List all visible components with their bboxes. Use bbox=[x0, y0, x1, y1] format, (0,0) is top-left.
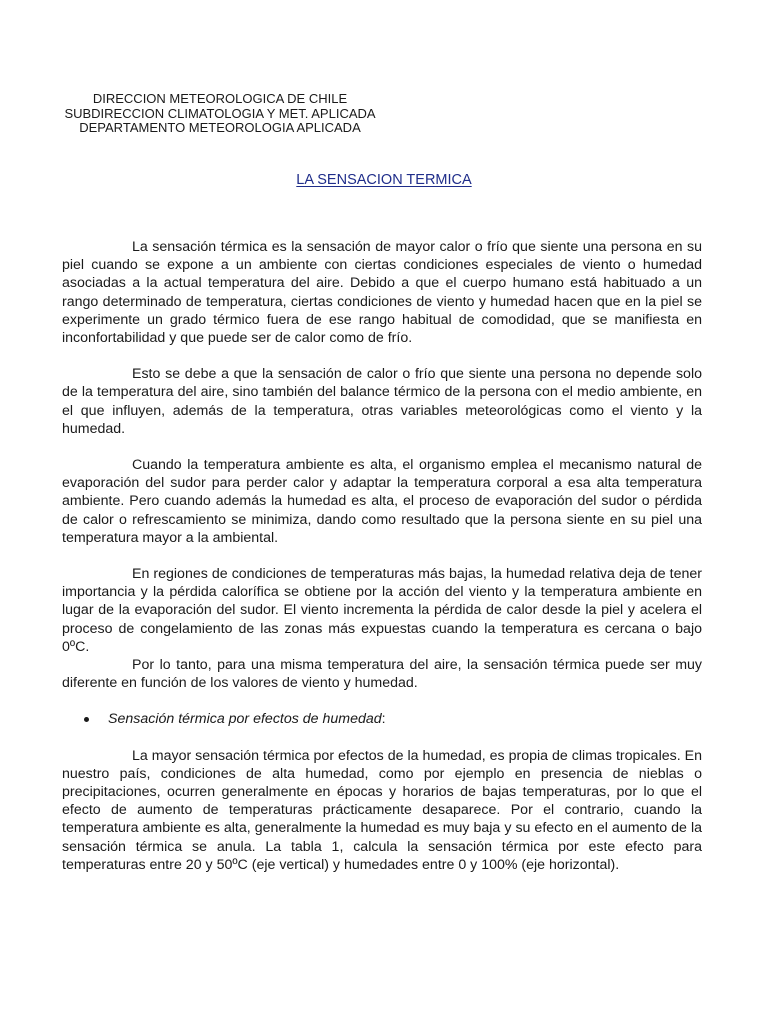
header-line-3: DEPARTAMENTO METEOROLOGIA APLICADA bbox=[79, 120, 361, 135]
paragraph-humidity: La mayor sensación térmica por efectos de la humedad, es propia de climas tropicales. En nuestro país, condiciones de alta humedad, como por ejemplo en presencia de nieblas o precipitaciones, ocurren generalmente en épocas y horarios de bajas temperaturas, por lo que el efecto de aumento de temperaturas prácticamente desaparece. Por el contrario, cuando la temperatura ambiente es alta, generalmente la humedad es muy baja y su efecto en el aumento de la sensación térmica se anula. La tabla 1, calcula la sensación térmica por este efecto para temperaturas entre 20 y 50ºC (eje vertical) y humedades entre 0 y 100% (eje horizontal). bbox=[62, 747, 702, 873]
institution-header bbox=[40, 92, 400, 136]
bullet-text: Sensación térmica por efectos de humedad bbox=[108, 711, 382, 728]
document-title: LA SENSACION TERMICA bbox=[296, 172, 472, 188]
document-body bbox=[62, 238, 702, 874]
paragraph-conclusion: Por lo tanto, para una misma temperatura del aire, la sensación térmica puede ser muy diferente en función de los valores de viento y humedad. bbox=[62, 657, 702, 692]
paragraph-high-temperature: Cuando la temperatura ambiente es alta, el organismo emplea el mecanismo natural de evaporación del sudor para perder calor y adaptar la temperatura corporal a esa alta temperatura ambiente. Pero cuando además la humedad es alta, el proceso de evaporación del sudor o pérdida de calor o refrescamiento se minimiza, dando como resultado que la persona siente en su piel una temperatura mayor a la ambiental. bbox=[62, 457, 702, 546]
paragraph-intro: La sensación térmica es la sensación de mayor calor o frío que siente una persona en su piel cuando se expone a un ambiente con ciertas condiciones especiales de viento o humedad asociadas a la actual temperatura del aire. Debido a que el cuerpo humano está habituado a un rango determinado de temperatura, ciertas condiciones de viento y humedad hacen que en la piel se experimente un grado térmico fuera de ese rango habitual de comodidad, que se manifiesta en inconfortabilidad y que puede ser de calor como de frío. bbox=[62, 239, 702, 347]
bullet-dot-icon bbox=[84, 717, 89, 722]
bullet-colon: : bbox=[381, 711, 386, 728]
paragraph-low-temperature: En regiones de condiciones de temperaturas más bajas, la humedad relativa deja de tener importancia y la pérdida calorífica se obtiene por la acción del viento y la temperatura ambiente en lugar de la evaporación del sudor. El viento incrementa la pérdida de calor desde la piel y acelera el proceso de congelamiento de las zonas más expuestas cuando la temperatura es cercana o bajo 0ºC. bbox=[62, 566, 702, 655]
paragraph-balance: Esto se debe a que la sensación de calor o frío que siente una persona no depende solo de la temperatura del aire, sino también del balance térmico de la persona con el medio ambiente, en el que influyen, además de la temperatura, otras variables meteorológicas como el viento y la humedad. bbox=[62, 366, 702, 437]
bullet-humidity-heading bbox=[62, 710, 702, 728]
header-line-2: SUBDIRECCION CLIMATOLOGIA Y MET. APLICADA bbox=[64, 105, 376, 121]
header-line-1: DIRECCION METEOROLOGICA DE CHILE bbox=[92, 91, 348, 106]
